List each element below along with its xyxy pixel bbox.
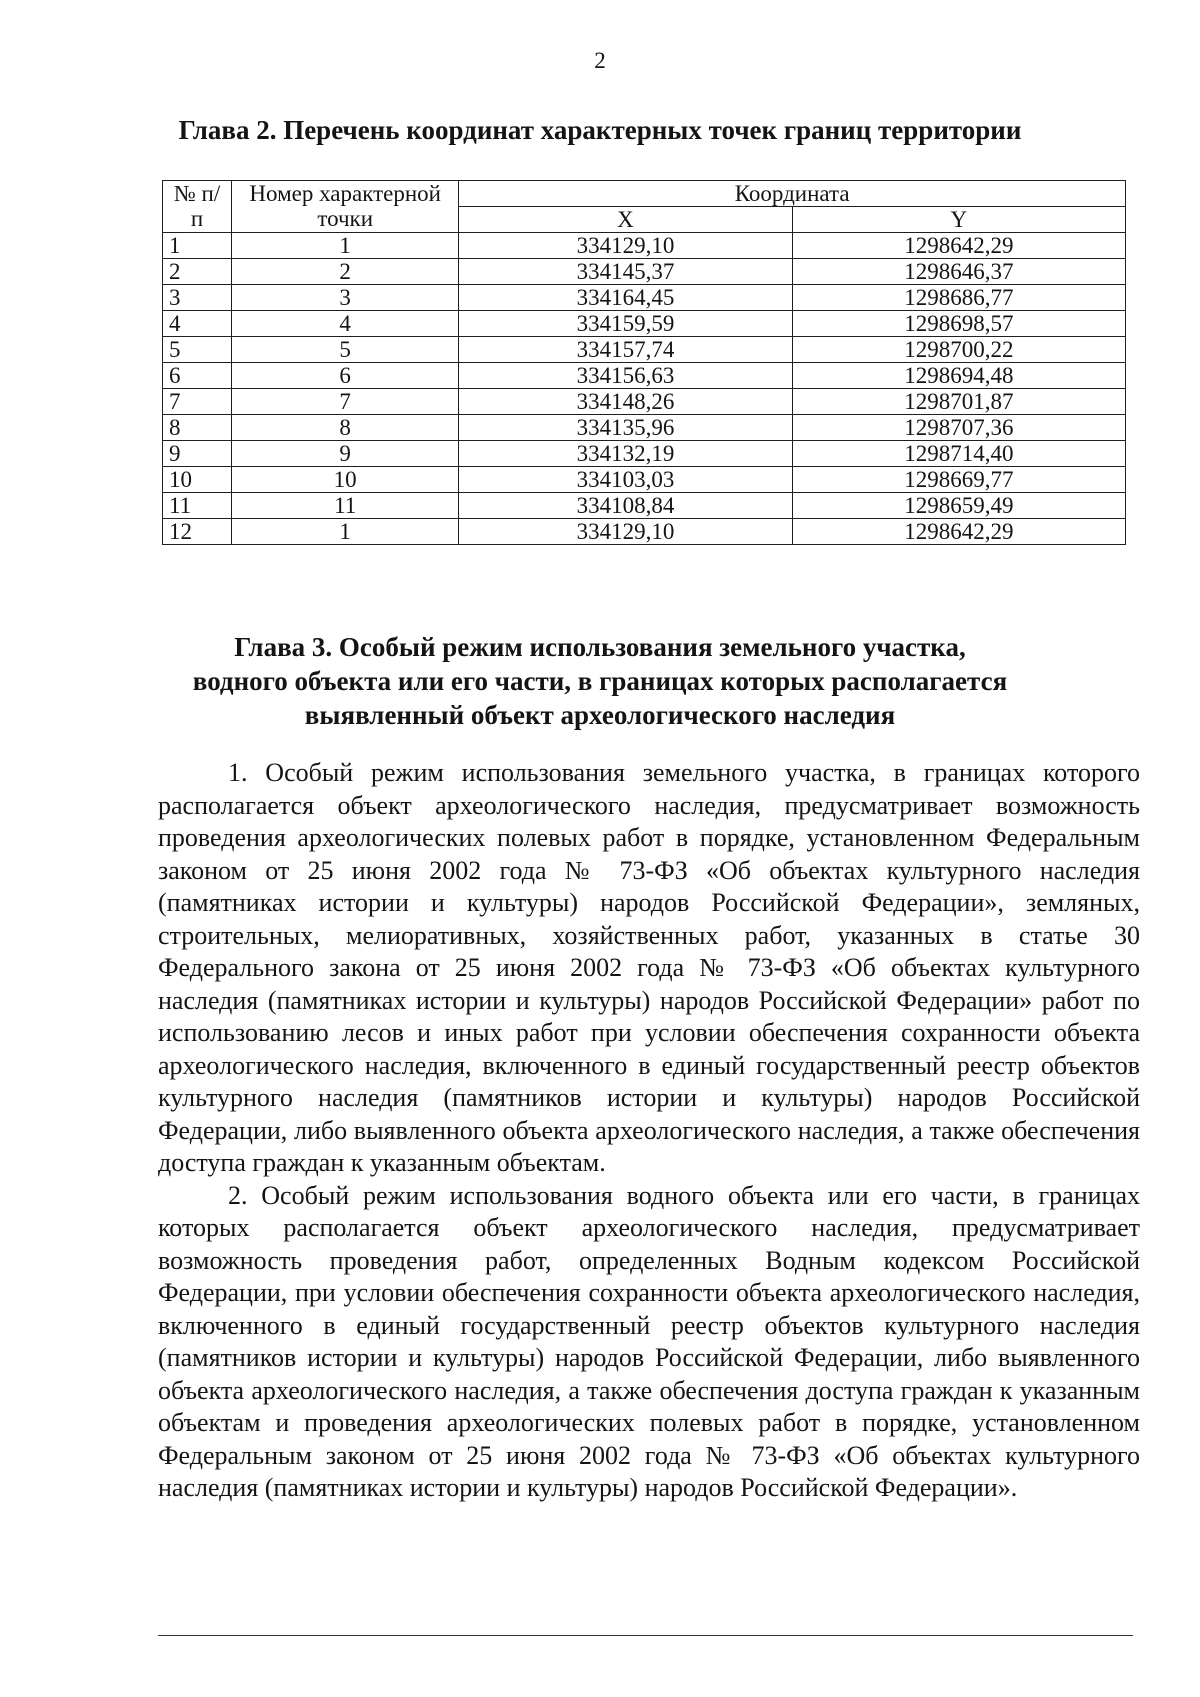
cell-num: 6: [163, 363, 232, 389]
cell-y: 1298694,48: [792, 363, 1125, 389]
table-row: [163, 259, 1126, 285]
coordinates-table: [162, 180, 1126, 545]
chapter-2-title: Глава 2. Перечень координат характерных точек границ территории: [178, 115, 1022, 145]
cell-y: 1298646,37: [792, 259, 1125, 285]
cell-point-number: 8: [232, 415, 459, 441]
cell-num: 3: [163, 285, 232, 311]
cell-point-number: 2: [232, 259, 459, 285]
header-y: Y: [792, 207, 1125, 233]
table-row: [163, 363, 1126, 389]
footer-rule: [158, 1635, 1133, 1636]
table-row: [163, 233, 1126, 259]
cell-point-number: 7: [232, 389, 459, 415]
paragraph-2: 2. Особый режим использования водного объекта или его части, в границах которых располагается объект археологического наследия, предусматривает возможность проведения работ, определенных Водным кодексом Российской Федерации, при условии обеспечения сохранности объекта археологического наследия, включенного в единый государственный реестр объектов культурного наследия (памятников истории и культуры) народов Российской Федерации, либо выявленного объекта археологического наследия, а также обеспечения доступа граждан к указанным объектам и проведения археологических полевых работ в порядке, установленном Федеральным законом от 25 июня 2002 года № 73-ФЗ «Об объектах культурного наследия (памятниках истории и культуры) народов Российской Федерации».: [158, 1180, 1140, 1502]
table-row: [163, 415, 1126, 441]
cell-point-number: 9: [232, 441, 459, 467]
cell-x: 334129,10: [459, 233, 792, 259]
cell-x: 334159,59: [459, 311, 792, 337]
cell-x: 334157,74: [459, 337, 792, 363]
cell-y: 1298669,77: [792, 467, 1125, 493]
header-num: № п/п: [163, 181, 232, 233]
chapter-3-title-line: Глава 3. Особый режим использования земельного участка,: [234, 632, 966, 662]
chapter-3-title-line: выявленный объект археологического наследия: [304, 700, 896, 730]
header-x: X: [459, 207, 792, 233]
page-number: 2: [594, 48, 606, 73]
cell-y: 1298700,22: [792, 337, 1125, 363]
cell-x: 334132,19: [459, 441, 792, 467]
table-row: [163, 337, 1126, 363]
chapter-3-body: [158, 757, 1140, 1505]
table-row: [163, 519, 1126, 545]
cell-x: 334103,03: [459, 467, 792, 493]
table-row: [163, 285, 1126, 311]
cell-y: 1298714,40: [792, 441, 1125, 467]
cell-num: 5: [163, 337, 232, 363]
cell-y: 1298642,29: [792, 519, 1125, 545]
cell-num: 9: [163, 441, 232, 467]
cell-num: 10: [163, 467, 232, 493]
cell-point-number: 1: [232, 233, 459, 259]
cell-num: 4: [163, 311, 232, 337]
chapter-3-title-line: водного объекта или его части, в границах которых располагается: [192, 666, 1008, 696]
header-coordinate: Координата: [459, 181, 1126, 207]
cell-x: 334148,26: [459, 389, 792, 415]
cell-num: 1: [163, 233, 232, 259]
cell-point-number: 4: [232, 311, 459, 337]
cell-point-number: 10: [232, 467, 459, 493]
table-row: [163, 311, 1126, 337]
table-row: [163, 441, 1126, 467]
chapter-3-title: [0, 630, 1200, 732]
paragraph-1: 1. Особый режим использования земельного участка, в границах которого располагается объект археологического наследия, предусматривает возможность проведения археологических полевых работ в порядке, установленном Федеральным законом от 25 июня 2002 года № 73-ФЗ «Об объектах культурного наследия (памятниках истории и культуры) народов Российской Федерации», земляных, строительных, мелиоративных, хозяйственных работ, указанных в статье 30 Федерального закона от 25 июня 2002 года № 73-ФЗ «Об объектах культурного наследия (памятниках истории и культуры) народов Российской Федерации» работ по использованию лесов и иных работ при условии обеспечения сохранности объекта археологического наследия, включенного в единый государственный реестр объектов культурного наследия (памятников истории и культуры) народов Российской Федерации, либо выявленного объекта археологического наследия, а также обеспечения доступа граждан к указанным объектам.: [158, 758, 1140, 1177]
cell-x: 334108,84: [459, 493, 792, 519]
table-row: [163, 493, 1126, 519]
cell-x: 334156,63: [459, 363, 792, 389]
cell-point-number: 6: [232, 363, 459, 389]
cell-point-number: 11: [232, 493, 459, 519]
cell-point-number: 5: [232, 337, 459, 363]
cell-x: 334145,37: [459, 259, 792, 285]
cell-num: 2: [163, 259, 232, 285]
header-point-number: Номер характерной точки: [232, 181, 459, 233]
cell-x: 334164,45: [459, 285, 792, 311]
cell-x: 334129,10: [459, 519, 792, 545]
cell-y: 1298701,87: [792, 389, 1125, 415]
coordinates-table-body: [163, 233, 1126, 545]
cell-point-number: 3: [232, 285, 459, 311]
cell-num: 8: [163, 415, 232, 441]
cell-y: 1298707,36: [792, 415, 1125, 441]
cell-y: 1298659,49: [792, 493, 1125, 519]
cell-num: 7: [163, 389, 232, 415]
table-row: [163, 389, 1126, 415]
cell-y: 1298642,29: [792, 233, 1125, 259]
cell-x: 334135,96: [459, 415, 792, 441]
cell-num: 11: [163, 493, 232, 519]
cell-point-number: 1: [232, 519, 459, 545]
cell-y: 1298686,77: [792, 285, 1125, 311]
cell-y: 1298698,57: [792, 311, 1125, 337]
cell-num: 12: [163, 519, 232, 545]
table-row: [163, 467, 1126, 493]
